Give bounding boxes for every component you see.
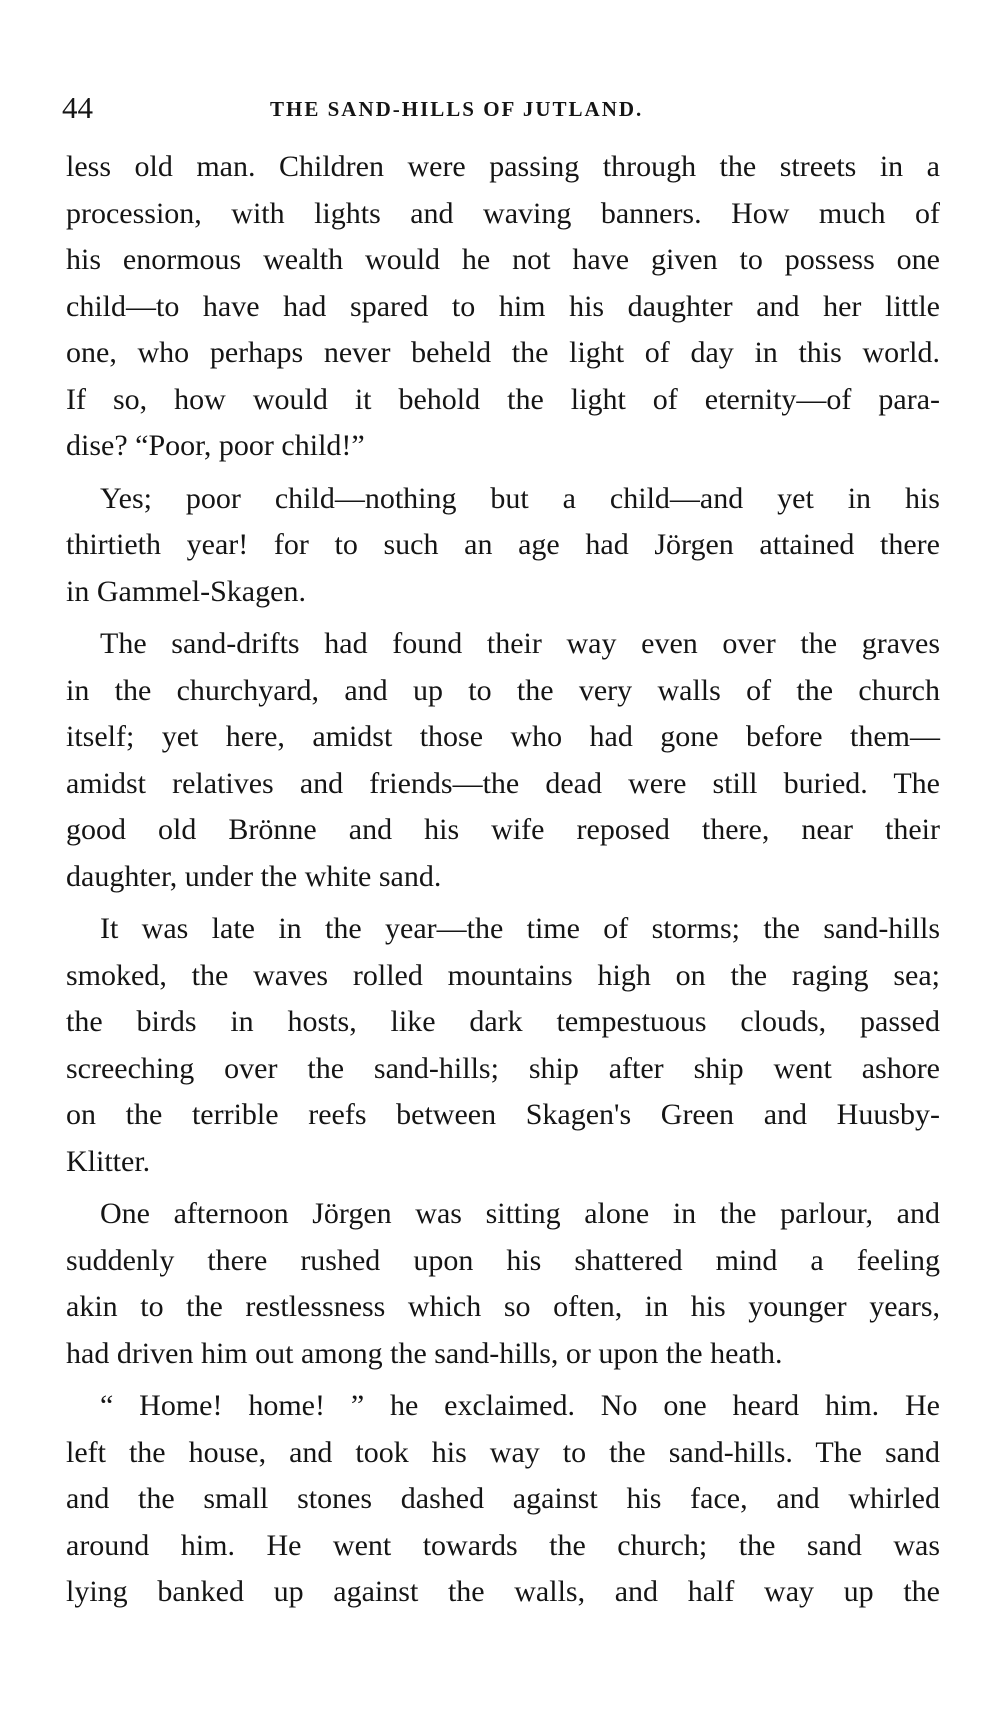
text-line: smoked, the waves rolled mountains high on the raging sea; [66,958,940,992]
text-line: on the terrible reefs between Skagen's Green and Huusby- [66,1098,940,1131]
paragraph [66,1383,940,1616]
text-line: lying banked up against the walls, and half way up the [66,1575,940,1608]
running-title: THE SAND-HILLS OF JUTLAND. [270,97,644,121]
text-line: the birds in hosts, like dark tempestuous clouds, passed [66,1005,940,1038]
paragraph [66,621,940,900]
text-line: screeching over the sand-hills; ship after ship went ashore [66,1051,940,1085]
text-line: The sand-drifts had found their way even over the graves [100,627,940,660]
text-line: “ Home! home! ” he exclaimed. No one heard him. He [100,1389,940,1422]
text-line: Klitter. [66,1144,151,1178]
page-number: 44 [62,90,93,125]
text-line: akin to the restlessness which so often, in his younger years, [66,1290,940,1323]
text-line: itself; yet here, amidst those who had gone before them— [66,720,940,753]
page-header [60,88,940,128]
text-line: amidst relatives and friends—the dead were still buried. The [66,766,940,800]
text-line: had driven him out among the sand-hills, or upon the heath. [66,1336,783,1370]
text-line: dise? “Poor, poor child!” [66,429,365,462]
text-line: It was late in the year—the time of storms; the sand-hills [100,912,940,945]
body-text [66,144,940,1622]
text-line: daughter, under the white sand. [66,859,442,893]
text-line: around him. He went towards the church; the sand was [66,1528,940,1562]
text-line: his enormous wealth would he not have given to possess one [66,243,940,276]
text-line: in the churchyard, and up to the very walls of the church [66,673,940,707]
text-line: and the small stones dashed against his face, and whirled [66,1482,940,1515]
text-line: in Gammel-Skagen. [66,574,306,608]
text-line: left the house, and took his way to the sand-hills. The sand [66,1435,940,1469]
text-line: thirtieth year! for to such an age had Jörgen attained there [66,528,940,561]
text-line: suddenly there rushed upon his shattered mind a feeling [66,1243,940,1277]
paragraph [66,144,940,470]
text-line: If so, how would it behold the light of eternity—of para- [66,382,940,416]
text-line: one, who perhaps never beheld the light of day in this world. [66,336,940,369]
text-line: Yes; poor child—nothing but a child—and yet in his [100,481,940,515]
text-line: less old man. Children were passing through the streets in a [66,150,940,183]
text-line: procession, with lights and waving banners. How much of [66,196,940,230]
paragraph [66,1191,940,1377]
text-line: child—to have had spared to him his daughter and her little [66,289,940,323]
text-line: One afternoon Jörgen was sitting alone in the parlour, and [100,1197,940,1230]
paragraph [66,906,940,1185]
text-line: good old Brönne and his wife reposed there, near their [66,813,940,846]
paragraph [66,476,940,616]
